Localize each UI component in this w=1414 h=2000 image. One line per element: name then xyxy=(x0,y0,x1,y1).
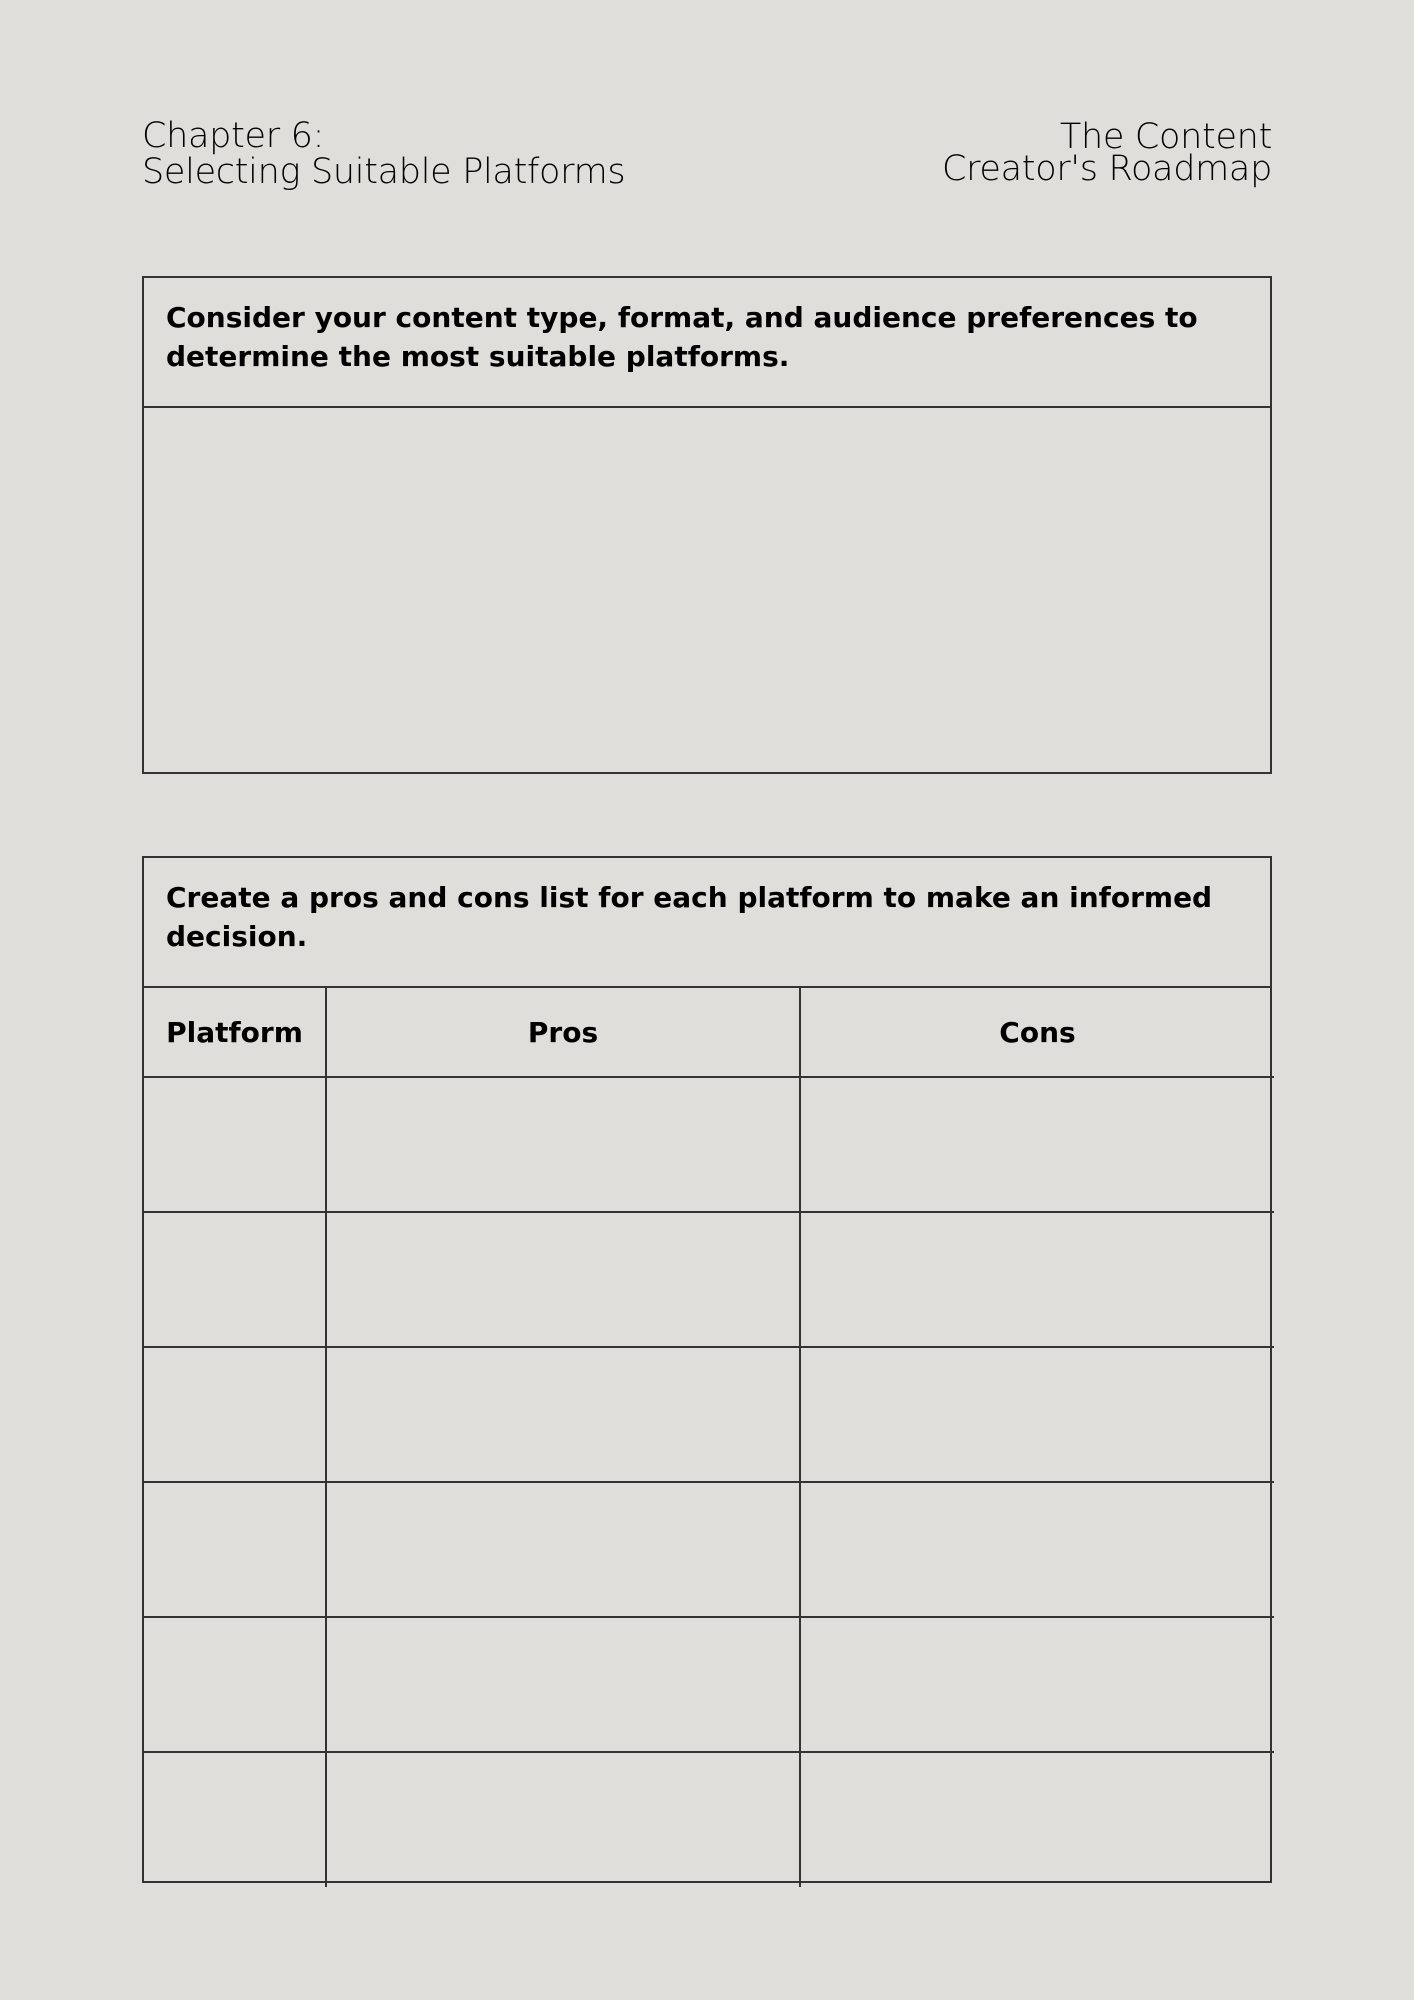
platform-consideration-section xyxy=(142,276,1272,774)
pros-cell[interactable] xyxy=(326,1482,800,1617)
table-header-row xyxy=(144,988,1274,1077)
platform-cell[interactable] xyxy=(144,1617,326,1752)
book-title xyxy=(941,117,1272,189)
platform-cell[interactable] xyxy=(144,1347,326,1482)
pros-cell[interactable] xyxy=(326,1752,800,1887)
section2-prompt: Create a pros and cons list for each platform to make an informed decision. xyxy=(144,858,1270,988)
table-row xyxy=(144,1752,1274,1887)
cons-cell[interactable] xyxy=(800,1212,1274,1347)
cons-cell[interactable] xyxy=(800,1482,1274,1617)
pros-cons-section xyxy=(142,856,1272,1883)
book-title-line2: Creator's Roadmap xyxy=(941,149,1272,189)
column-header-platform: Platform xyxy=(144,988,326,1077)
pros-cell[interactable] xyxy=(326,1212,800,1347)
column-header-cons: Cons xyxy=(800,988,1274,1077)
column-header-pros: Pros xyxy=(326,988,800,1077)
pros-cons-table xyxy=(144,988,1274,1887)
section1-prompt: Consider your content type, format, and audience preferences to determine the most suitable platforms. xyxy=(144,278,1270,408)
table-row xyxy=(144,1077,1274,1212)
platform-cell[interactable] xyxy=(144,1482,326,1617)
book-title-line1: The Content xyxy=(1059,117,1272,157)
chapter-number: Chapter 6: xyxy=(142,116,325,156)
cons-cell[interactable] xyxy=(800,1077,1274,1212)
pros-cell[interactable] xyxy=(326,1077,800,1212)
section1-answer-area[interactable] xyxy=(144,408,1270,772)
table-row xyxy=(144,1212,1274,1347)
pros-cell[interactable] xyxy=(326,1617,800,1752)
platform-cell[interactable] xyxy=(144,1752,326,1887)
cons-cell[interactable] xyxy=(800,1752,1274,1887)
cons-cell[interactable] xyxy=(800,1347,1274,1482)
table-row xyxy=(144,1482,1274,1617)
pros-cell[interactable] xyxy=(326,1347,800,1482)
cons-cell[interactable] xyxy=(800,1617,1274,1752)
platform-cell[interactable] xyxy=(144,1077,326,1212)
chapter-name: Selecting Suitable Platforms xyxy=(142,152,626,192)
platform-cell[interactable] xyxy=(144,1212,326,1347)
table-row xyxy=(144,1347,1274,1482)
table-row xyxy=(144,1617,1274,1752)
chapter-title xyxy=(142,118,625,190)
